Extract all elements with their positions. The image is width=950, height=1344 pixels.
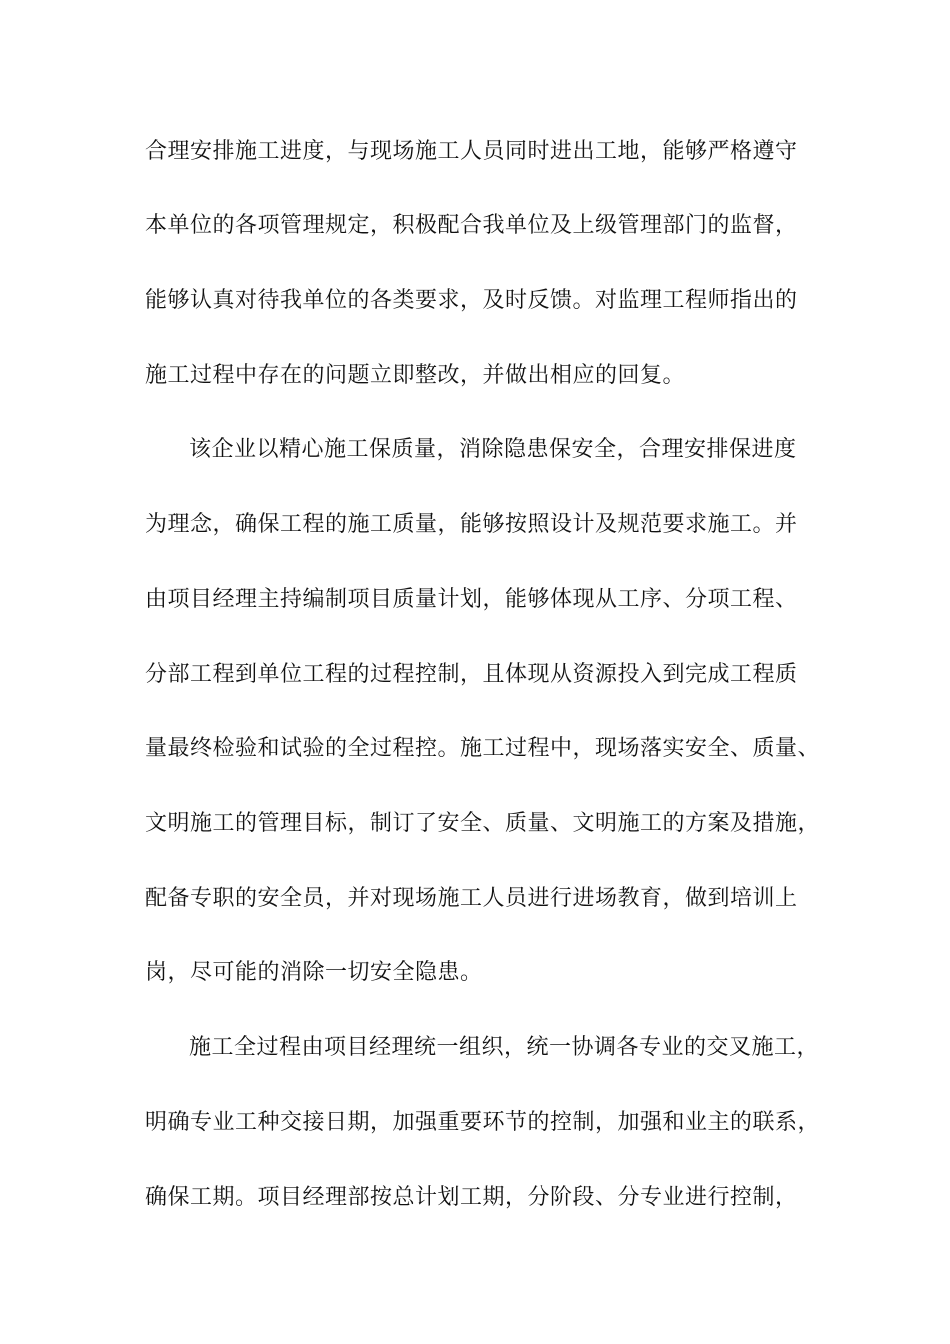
text-line: 明确专业工种交接日期，加强重要环节的控制，加强和业主的联系，	[145, 1110, 821, 1135]
text-line: 为理念，确保工程的施工质量，能够按照设计及规范要求施工。并	[145, 512, 798, 537]
text-line: 能够认真对待我单位的各类要求，及时反馈。对监理工程师指出的	[145, 288, 798, 313]
text-line: 岗，尽可能的消除一切安全隐患。	[145, 960, 483, 985]
paragraph-first-line: 施工全过程由项目经理统一组织，统一协调各专业的交叉施工，	[189, 1035, 820, 1060]
text-line: 文明施工的管理目标，制订了安全、质量、文明施工的方案及措施，	[145, 811, 821, 836]
text-line: 施工过程中存在的问题立即整改，并做出相应的回复。	[145, 363, 686, 388]
text-line: 合理安排施工进度，与现场施工人员同时进出工地，能够严格遵守	[145, 139, 798, 164]
text-line: 量最终检验和试验的全过程控。施工过程中，现场落实安全、质量、	[145, 736, 821, 761]
text-line: 本单位的各项管理规定，积极配合我单位及上级管理部门的监督，	[145, 213, 798, 238]
text-line: 分部工程到单位工程的过程控制，且体现从资源投入到完成工程质	[145, 662, 798, 687]
text-line: 由项目经理主持编制项目质量计划，能够体现从工序、分项工程、	[145, 587, 798, 612]
paragraph-first-line: 该企业以精心施工保质量，消除隐患保安全，合理安排保进度	[189, 437, 797, 462]
text-line: 确保工期。项目经理部按总计划工期，分阶段、分专业进行控制，	[145, 1185, 798, 1210]
text-line: 配备专职的安全员，并对现场施工人员进行进场教育，做到培训上	[145, 886, 798, 911]
